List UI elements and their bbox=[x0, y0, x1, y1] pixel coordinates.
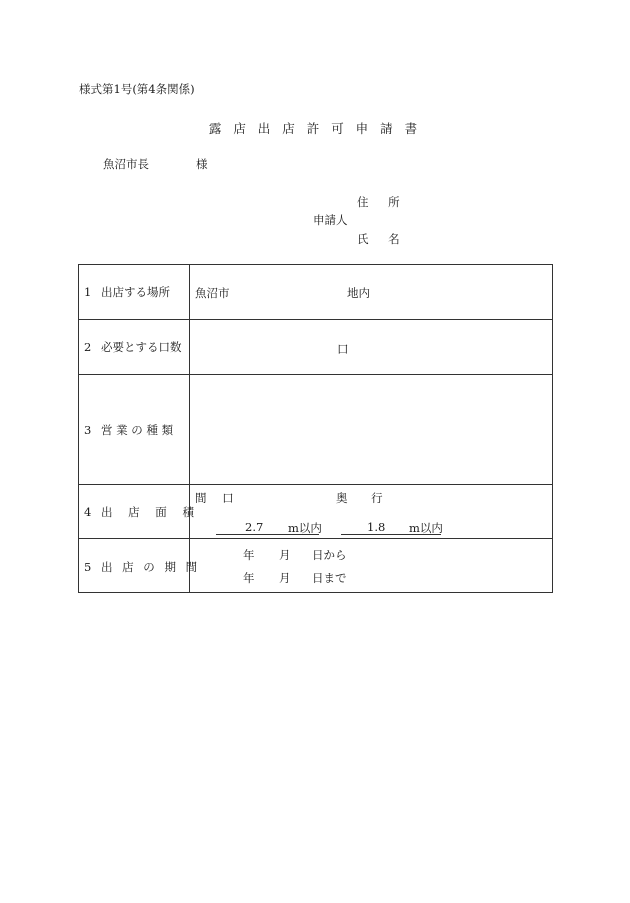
period-from-day: 日から bbox=[312, 548, 347, 562]
period-to-day: 日まで bbox=[312, 571, 347, 585]
table-row-period bbox=[79, 539, 552, 594]
applicant-label: 申請人 bbox=[313, 213, 348, 227]
period-from-year: 年 bbox=[243, 548, 255, 562]
document-title: 露 店 出 店 許 可 申 請 書 bbox=[208, 121, 422, 136]
table-row-business-type bbox=[79, 375, 552, 485]
address-label: 住 所 bbox=[357, 195, 408, 209]
row-label: 4 出 店 面 積 bbox=[84, 504, 200, 519]
application-table bbox=[78, 264, 553, 593]
honorific: 様 bbox=[196, 157, 208, 171]
row-label: 2 必要とする口数 bbox=[84, 340, 182, 354]
name-label: 氏 名 bbox=[357, 232, 408, 246]
slots-unit: 口 bbox=[337, 342, 349, 356]
depth-label: 奥 行 bbox=[336, 491, 393, 505]
period-from-month: 月 bbox=[279, 548, 291, 562]
location-suffix: 地内 bbox=[347, 286, 370, 300]
table-row-location bbox=[79, 265, 552, 320]
location-city: 魚沼市 bbox=[195, 286, 230, 300]
width-label: 間 口 bbox=[195, 491, 240, 505]
depth-unit: m以内 bbox=[409, 521, 443, 535]
table-row-area bbox=[79, 485, 552, 539]
period-to-year: 年 bbox=[243, 571, 255, 585]
row-label: 3 営 業 の 種 類 bbox=[84, 422, 174, 437]
width-unit: m以内 bbox=[288, 521, 322, 535]
addressee: 魚沼市長 bbox=[103, 157, 149, 171]
table-row-slots bbox=[79, 320, 552, 375]
row-label: 1 出店する場所 bbox=[84, 285, 170, 299]
row-label: 5 出 店 の 期 間 bbox=[84, 559, 201, 574]
form-number-label: 様式第1号(第4条関係) bbox=[79, 82, 195, 96]
depth-value: 1.8 bbox=[367, 520, 386, 534]
period-to-month: 月 bbox=[279, 571, 291, 585]
width-value: 2.7 bbox=[245, 520, 264, 534]
